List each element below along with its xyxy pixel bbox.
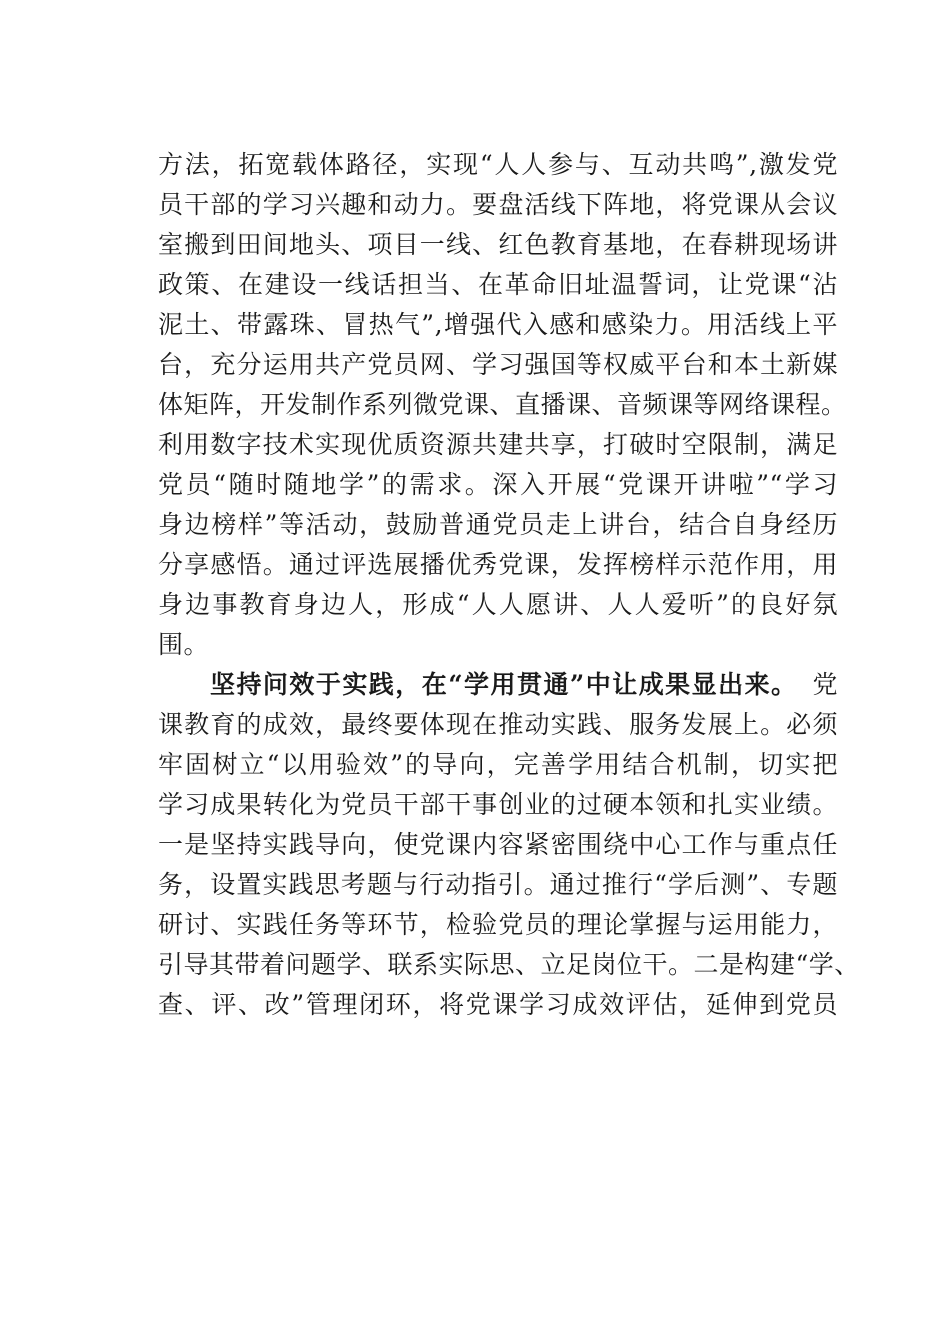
paragraph-line: 身边榜样”等活动，鼓励普通党员走上讲台，结合自身经历 [158,510,838,539]
paragraph-line: 研讨、实践任务等环节，检验党员的理论掌握与运用能力， [158,910,838,939]
paragraph-line: 围。 [158,630,210,659]
paragraph-line: 利用数字技术实现优质资源共建共享，打破时空限制，满足 [158,430,838,459]
paragraph-line: 身边事教育身边人，形成“人人愿讲、人人爱听”的良好氛 [158,590,838,619]
paragraph-line: 查、评、改”管理闭环，将党课学习成效评估，延伸到党员 [158,990,838,1019]
paragraph-line: 泥土、带露珠、冒热气”,增强代入感和感染力。用活线上平 [158,310,838,339]
paragraph-line: 党员“随时随地学”的需求。深入开展“党课开讲啦”“学习 [158,470,838,499]
paragraph-line: 分享感悟。通过评选展播优秀党课，发挥榜样示范作用，用 [158,550,838,579]
paragraph-line: 引导其带着问题学、联系实际思、立足岗位干。二是构建“学、 [158,950,860,979]
paragraph-line: 政策、在建设一线话担当、在革命旧址温誓词，让党课“沾 [158,270,838,299]
paragraph-line: 员干部的学习兴趣和动力。要盘活线下阵地，将党课从会议 [158,190,838,219]
paragraph-line: 务，设置实践思考题与行动指引。通过推行“学后测”、专题 [158,870,838,899]
paragraph-line: 台，充分运用共产党员网、学习强国等权威平台和本土新媒 [158,350,838,379]
paragraph-line-tail: 党 [811,670,838,699]
section-heading: 坚持问效于实践，在“学用贯通”中让成果显出来。 [210,670,798,699]
paragraph-line: 室搬到田间地头、项目一线、红色教育基地，在春耕现场讲 [158,230,838,259]
paragraph-line: 课教育的成效，最终要体现在推动实践、服务发展上。必须 [158,710,838,739]
paragraph-line: 方法，拓宽载体路径，实现“人人参与、互动共鸣”,激发党 [158,150,838,179]
paragraph-line: 牢固树立“以用验效”的导向，完善学用结合机制，切实把 [158,750,838,779]
paragraph-first-line [210,670,838,700]
paragraph-line: 一是坚持实践导向，使党课内容紧密围绕中心工作与重点任 [158,830,838,859]
paragraph-line: 体矩阵，开发制作系列微党课、直播课、音频课等网络课程。 [158,390,847,419]
paragraph-line: 学习成果转化为党员干部干事创业的过硬本领和扎实业绩。 [158,790,838,819]
